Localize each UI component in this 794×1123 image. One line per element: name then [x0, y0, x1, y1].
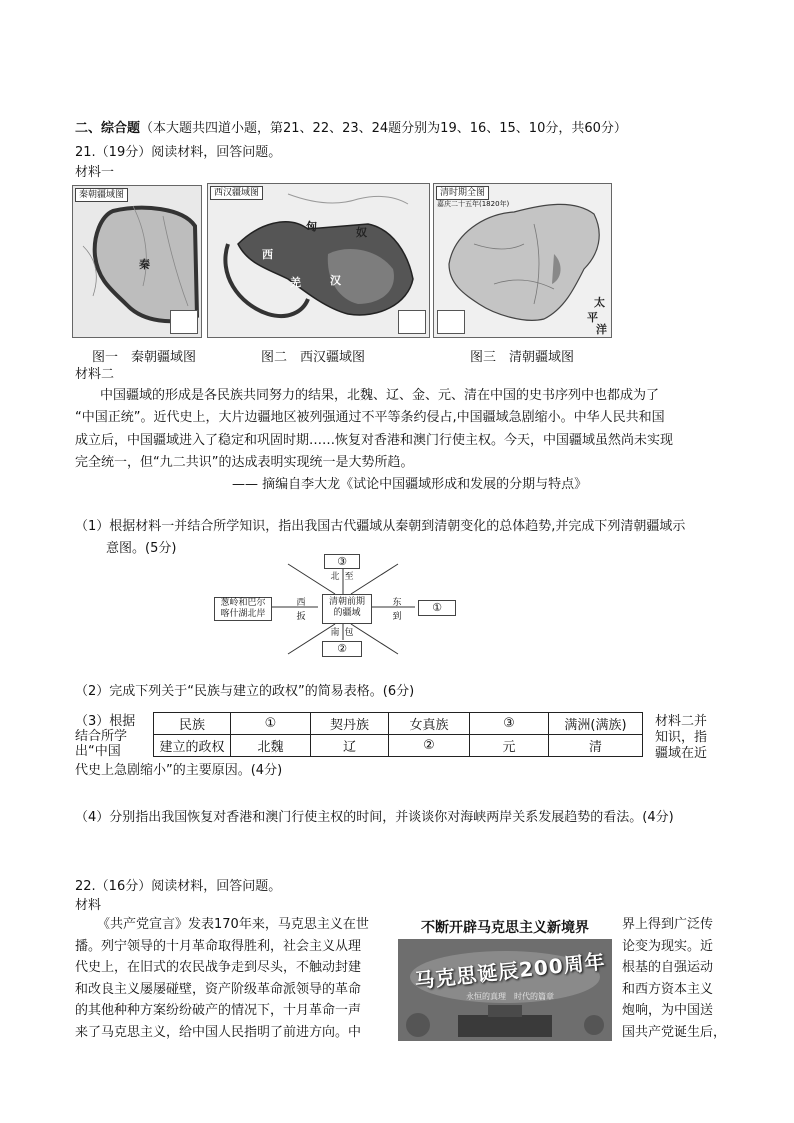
q21-header: 21.（19分）阅读材料，回答问题。	[75, 145, 282, 160]
table-cell: 契丹族	[311, 713, 389, 735]
table-cell: 辽	[311, 735, 389, 757]
han-label: 汉	[330, 274, 341, 287]
ethnic-regime-table	[153, 712, 643, 757]
diagram-south-label-1: 南	[330, 628, 340, 638]
material2-line-3: 成立后，中国疆域进入了稳定和巩固时期……恢复对香港和澳门行使主权。今天，中国疆域虽然尚未实现	[75, 433, 674, 448]
table-header-ethnic: 民族	[154, 713, 231, 735]
table-row	[154, 713, 643, 735]
table-cell[interactable]: ①	[231, 713, 311, 735]
table-cell: 清	[549, 735, 643, 757]
q22-left-line-1: 《共产党宣言》发表170年来，马克思主义在世	[97, 917, 369, 932]
table-cell[interactable]: ②	[389, 735, 470, 757]
q22-left-line-6: 来了马克思主义，给中国人民指明了前进方向。中	[75, 1024, 362, 1040]
qin-label: 秦	[139, 258, 150, 271]
poster-main-text: 马克思诞辰200周年	[413, 949, 607, 993]
material2-line-4: 完全统一，但“九二共识”的达成表明实现统一是大势所趋。	[75, 455, 414, 470]
diagram-blank-3[interactable]: ③	[324, 554, 360, 569]
q22-right-line-5: 炮响，为中国送	[622, 1003, 714, 1018]
q22-right-text	[622, 914, 726, 1043]
table-cell: 满洲(满族)	[549, 713, 643, 735]
qing-map-subtitle: 嘉庆二十五年(1820年)	[437, 200, 510, 208]
diagram-blank-2[interactable]: ②	[322, 641, 362, 657]
map3-caption: 图三 清朝疆域图	[470, 350, 575, 365]
q21-sub3-tail: 代史上急剧缩小”的主要原因。(4分)	[75, 763, 283, 778]
table-cell[interactable]: ③	[470, 713, 549, 735]
western-han-legend	[398, 310, 426, 334]
diagram-west-label-2: 扳	[296, 612, 306, 622]
table-cell: 元	[470, 735, 549, 757]
diagram-south-label-2: 包	[344, 628, 354, 638]
q21-sub3-right-1: 材料二并	[655, 714, 708, 729]
qing-map-title: 清时期全图	[436, 186, 489, 200]
qin-legend	[170, 310, 198, 334]
diagram-center-line2: 的疆域	[333, 608, 361, 618]
material2-source: —— 摘编自李大龙《试论中国疆域形成和发展的分期与特点》	[232, 477, 588, 492]
material1-label: 材料一	[75, 165, 115, 180]
material2-line-2: “中国正统”。近代史上，大片边疆地区被列强通过不平等条约侵占,中国疆域急剧缩小。中华人民共和国	[75, 410, 665, 425]
diagram-west-line2: 喀什湖北岸	[220, 609, 266, 619]
q22-right-line-1: 界上得到广泛传	[622, 917, 714, 932]
diagram-west-line1: 葱岭和巴尔	[220, 598, 266, 608]
qing-map	[433, 183, 612, 338]
diagram-blank-1[interactable]: ①	[418, 600, 456, 616]
q22-right-line-6: 国共产党诞生后，	[622, 1024, 727, 1040]
section-title: 二、综合题	[75, 121, 141, 136]
western-han-map	[207, 183, 430, 338]
q21-sub1-line1: （1）根据材料一并结合所学知识，指出我国古代疆域从秦朝到清朝变化的总体趋势,并完成下列清朝疆域示	[75, 519, 686, 534]
q22-left-line-2: 播。列宁领导的十月革命取得胜利，社会主义从理	[75, 938, 362, 954]
diagram-north-label-2: 至	[344, 572, 354, 582]
q21-sub2: （2）完成下列关于“民族与建立的政权”的简易表格。(6分)	[75, 684, 415, 699]
poster-subtitle: 永恒的真理 时代的篇章	[466, 992, 554, 1001]
marx-anniversary-poster	[398, 917, 612, 1041]
q22-material-label: 材料	[75, 898, 102, 913]
q21-sub4: （4）分别指出我国恢复对香港和澳门行使主权的时间，并谈谈你对海峡两岸关系发展趋势的看法。(4分)	[75, 810, 674, 825]
western-han-map-graphic	[208, 184, 429, 337]
q22-left-line-3: 代史上，在旧式的农民战争走到尽头，不触动封建	[75, 960, 362, 975]
q21-sub3-left	[75, 714, 135, 759]
table-cell: 北魏	[231, 735, 311, 757]
pacific-label-2: 平	[587, 311, 598, 324]
q21-sub3-right-2: 知识，指	[655, 730, 708, 745]
pacific-label-1: 太	[594, 296, 605, 309]
q21-sub3-left-1: （3）根据	[75, 714, 136, 729]
q21-sub3-right	[655, 714, 707, 762]
diagram-center-line1: 清朝前期	[328, 597, 365, 607]
xi-label: 西	[262, 248, 273, 261]
q22-right-line-4: 和西方资本主义	[622, 981, 714, 997]
q21-sub3-left-3: 出“中国	[75, 744, 121, 759]
qin-map-title: 秦朝疆域图	[75, 188, 128, 202]
table-row	[154, 735, 643, 757]
q22-left-line-5: 的其他种种方案纷纷破产的情况下，十月革命一声	[75, 1003, 362, 1018]
table-header-regime: 建立的政权	[154, 735, 231, 757]
qiang-label: 羌	[290, 276, 301, 289]
q22-left-text	[75, 914, 369, 1043]
section-desc: （本大题共四道小题，第21、22、23、24题分别为19、16、15、10分，共60分）	[140, 121, 627, 136]
xiongnu-label-2: 奴	[356, 226, 367, 239]
material2-line-1: 中国疆域的形成是各民族共同努力的结果，北魏、辽、金、元、清在中国的史书序列中也都成为了	[100, 388, 660, 403]
diagram-west-box	[214, 597, 272, 621]
diagram-north-label-1: 北	[330, 572, 340, 582]
material2-label: 材料二	[75, 367, 115, 382]
q21-sub3-left-2: 结合所学	[75, 729, 128, 744]
map2-caption: 图二 西汉疆域图	[261, 350, 366, 365]
q21-sub1-line2: 意图。(5分)	[106, 541, 177, 556]
diagram-east-label-1: 东	[392, 598, 402, 608]
pacific-label-3: 洋	[596, 323, 607, 336]
q22-right-line-3: 根基的自强运动	[622, 960, 714, 975]
q21-sub3-right-3: 疆域在近	[655, 746, 708, 761]
xiongnu-label-1: 匈	[306, 220, 317, 233]
poster-headline: 不断开辟马克思主义新境界	[398, 917, 612, 939]
diagram-east-label-2: 到	[392, 612, 402, 622]
section-header	[75, 119, 627, 139]
q22-right-line-2: 论变为现实。近	[622, 938, 714, 954]
q22-left-line-4: 和改良主义屡屡碰壁，资产阶级革命派领导的革命	[75, 981, 362, 997]
qing-legend	[437, 310, 465, 334]
q22-header: 22.（16分）阅读材料，回答问题。	[75, 879, 282, 894]
map1-caption: 图一 秦朝疆域图	[92, 350, 197, 365]
qin-map	[72, 185, 202, 338]
diagram-center	[322, 594, 372, 624]
table-cell: 女真族	[389, 713, 470, 735]
western-han-map-title: 西汉疆域图	[210, 186, 263, 200]
diagram-west-label-1: 西	[296, 598, 306, 608]
